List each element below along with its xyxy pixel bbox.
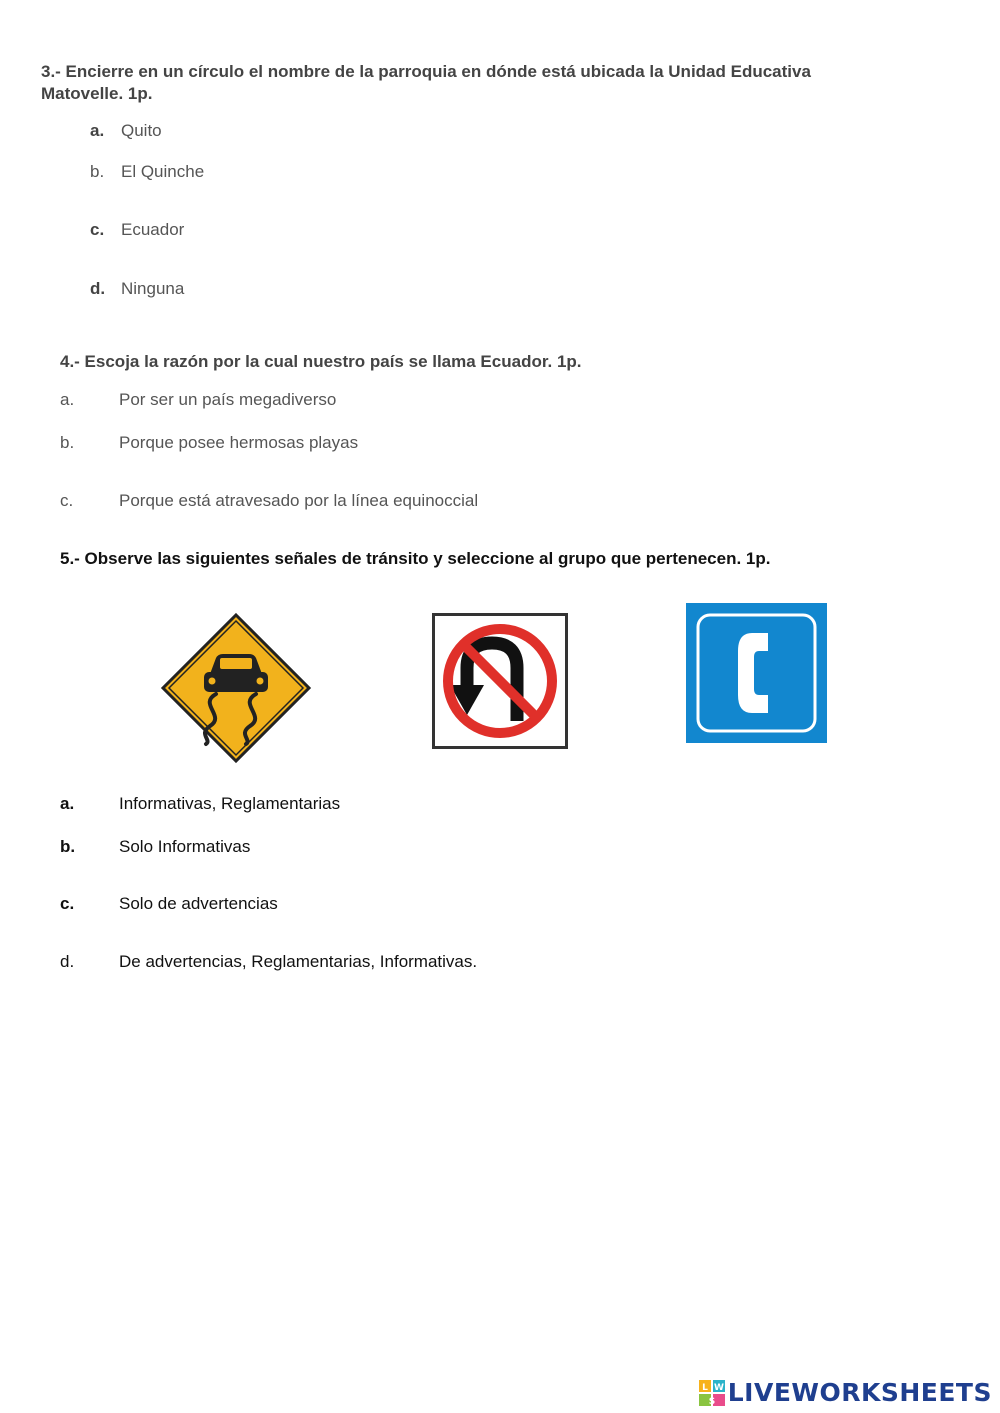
option-letter: c. <box>60 894 75 913</box>
q3-option-b[interactable] <box>90 161 205 183</box>
option-letter: b. <box>60 433 75 452</box>
q3-option-c[interactable] <box>90 219 185 241</box>
q3-option-a[interactable] <box>90 120 162 142</box>
q4-option-b[interactable] <box>60 432 359 454</box>
question-3-title-line1: 3.- Encierre en un círculo el nombre de la parroquia en dónde está ubicada la Unidad Educativa <box>41 62 811 81</box>
option-text: Porque posee hermosas playas <box>119 433 359 452</box>
q4-option-a[interactable] <box>60 389 337 411</box>
option-text: Ninguna <box>121 279 185 298</box>
option-text: Informativas, Reglamentarias <box>119 794 341 813</box>
svg-text:W: W <box>713 1382 724 1393</box>
option-letter: b. <box>90 162 105 181</box>
option-letter: d. <box>90 279 106 298</box>
option-letter: c. <box>60 491 74 510</box>
option-letter: a. <box>60 794 75 813</box>
q5-option-b[interactable] <box>60 836 251 858</box>
option-text: Solo de advertencias <box>119 894 278 913</box>
option-text: El Quinche <box>121 162 205 181</box>
question-4-title: 4.- Escoja la razón por la cual nuestro país se llama Ecuador. 1p. <box>60 352 582 371</box>
option-letter: a. <box>60 390 75 409</box>
telephone-info-sign <box>686 603 827 743</box>
q5-option-c[interactable] <box>60 893 278 915</box>
q5-option-d[interactable] <box>60 951 478 973</box>
slippery-road-warning-sign <box>160 612 312 764</box>
option-text: De advertencias, Reglamentarias, Informativas. <box>119 952 478 971</box>
option-text: Porque está atravesado por la línea equinoccial <box>119 491 479 510</box>
option-text: Por ser un país megadiverso <box>119 390 337 409</box>
option-text: Solo Informativas <box>119 837 251 856</box>
liveworksheets-logo-icon <box>699 1380 725 1406</box>
liveworksheets-wordmark: LIVEWORKSHEETS <box>727 1378 992 1407</box>
option-letter: c. <box>90 220 105 239</box>
option-text: Quito <box>121 121 162 140</box>
liveworksheets-brand <box>699 1378 992 1407</box>
question-5-title: 5.- Observe las siguientes señales de tránsito y seleccione al grupo que pertenecen. 1p. <box>60 549 771 568</box>
svg-text:L: L <box>701 1382 708 1393</box>
option-text: Ecuador <box>121 220 185 239</box>
no-u-turn-sign <box>432 613 568 749</box>
svg-text:S: S <box>708 1396 715 1406</box>
option-letter: d. <box>60 952 75 971</box>
option-letter: a. <box>90 121 105 140</box>
question-3-title-line2: Matovelle. 1p. <box>41 84 153 103</box>
q3-option-d[interactable] <box>90 278 185 300</box>
q5-option-a[interactable] <box>60 793 341 815</box>
option-letter: b. <box>60 837 76 856</box>
q4-option-c[interactable] <box>60 490 479 512</box>
question-3-title <box>41 61 811 105</box>
